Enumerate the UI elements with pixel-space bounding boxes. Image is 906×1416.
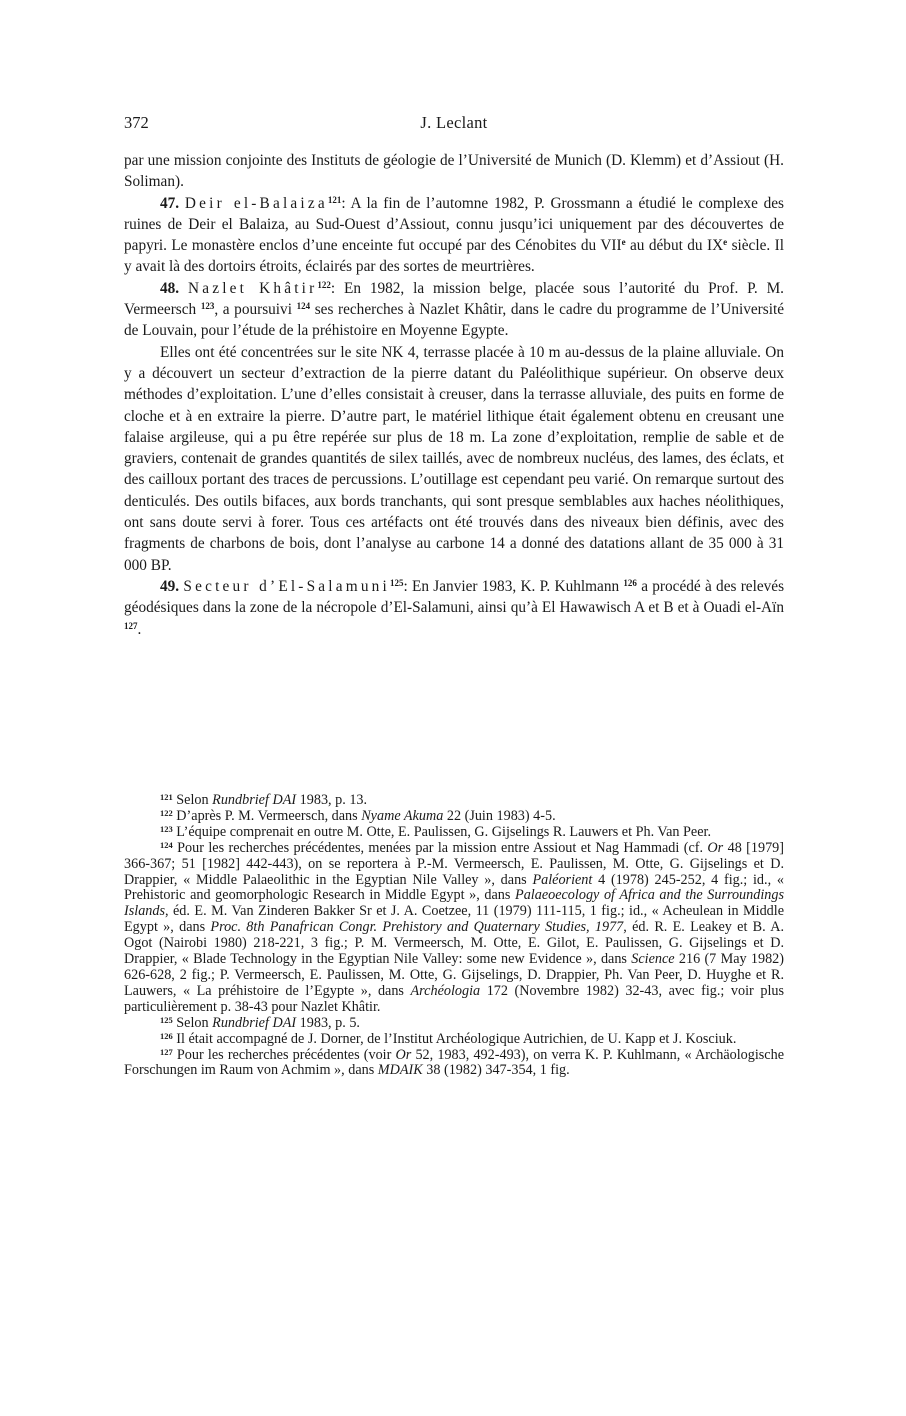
section-49: 49. Secteur d’El-Salamuni$^{125}$: En Janvier 1983, K. P. Kuhlmann $^{126}$ a procédé à des relevés géodésiques dans la zone de la nécropole d’El-Salamuni, ainsi qu’à El Hawawisch A et B et à Ouadi el-Aïn $^{127}$. [124, 577, 785, 638]
paragraph-nk4: Elles ont été concentrées sur le site NK 4, terrasse placée à 10 m au-dessus de la plaine alluviale. On y a découvert un secteur d’extraction de la pierre datant du Paléolithique supérieur. On observe deux méthodes d’exploitation. L’une d’elles consistait à creuser, dans la terrasse alluviale, des puits en forme de cloche et à en extraire la pierre. D’autre part, le matériel lithique était également obtenu en creusant une falaise argileuse, qui a pu être repérée sur plus de 18 m. La zone d’exploitation, remplie de sable et de graviers, contenait de grandes quantités de silex taillés, avec de nombreux nucléus, des lames, des éclats, et des cailloux portant des traces de percussions. L’outillage est cependant peu varié. On remarque surtout des denticulés. Des outils bifaces, aux bords tranchants, qui sont presque semblables aux haches néolithiques, ont sans doute servi à forer. Tous ces artéfacts ont été trouvés dans des niveaux bien définis, avec des fragments de charbons de bois, dont l’analyse au carbone 14 a donné des datations allant de 35 000 à 31 000 BP. [124, 343, 784, 574]
footnote-ref: 127 [124, 620, 138, 631]
section-number: 49. [160, 577, 180, 595]
section-number: 48. [160, 279, 180, 297]
section-place: Secteur d’El-Salamuni [183, 577, 390, 595]
footnote-ref: 126 [623, 577, 637, 588]
page-header [124, 113, 784, 139]
page-number: 372 [124, 113, 149, 132]
section-47: 47. Deir el-Balaiza$^{121}$: A la fin de l’automne 1982, P. Grossmann a étudié le complexe des ruines de Deir el Balaiza, au Sud-Ouest d’Assiout, connu jusqu’ici uniquement par des découvertes de papyri. Le monastère enclos d’une enceinte fut occupé par des Cénobites du VIIe au début du IXe siècle. Il y avait là des dortoirs étroits, éclairés par des sortes de meurtrières. [124, 194, 785, 276]
footnote-ref: 123 [200, 301, 215, 312]
footnote-ref: 124 [296, 301, 311, 312]
running-head: J. Leclant [420, 113, 488, 132]
section-place: Nazlet Khâtir [187, 279, 318, 297]
footnote-124: $^{124}$ Pour les recherches précédentes, menées par la mission entre Assiout et Nag Hammadi (cf. Or 48 [1979] 366-367; 51 [1982] 442-443), on se reportera à P.-M. Vermeersch, E. Paulissen, M. Otte, G. Gijselings et D. Drappier, « Middle Palaeolithic in the Egyptian Nile Valley », dans Paléorient 4 (1978) 245-252, 4 fig.; id., « Prehistoric and geomorphologic Research in Middle Egypt », dans Palaeoecology of Africa and the Surroundings Islands, éd. E. M. Van Zinderen Bakker Sr et J. A. Coetzee, 11 (1979) 111-115, 1 fig.; id., « Acheulean in Middle Egypt », dans Proc. 8th Panafrican Congr. Prehistory and Quaternary Studies, 1977, éd. R. E. Leakey et B. A. Ogot (Nairobi 1980) 218-221, 3 fig.; P. M. Vermeersch, M. Otte, E. Gilot, E. Paulissen, G. Gijselings et D. Drappier, « Blade Technology in the Egyptian Nile Valley: some new Evidence », dans Science 216 (7 May 1982) 626-628, 2 fig.; P. Vermeersch, E. Paulissen, M. Otte, G. Gijselings, D. Drappier, Ph. Van Peer, D. Huyghe et R. Lauwers, « La préhistoire de l’Egypte », dans Archéologia 172 (Novembre 1982) 32-43, avec fig.; voir plus particulièrement p. 38-43 pour Nazlet Khâtir. [124, 839, 784, 1015]
footnotes [124, 793, 784, 1079]
main-text [124, 150, 784, 640]
footnote-ref: 125 [390, 577, 404, 588]
section-48: 48. Nazlet Khâtir$^{122}$: En 1982, la mission belge, placée sous l’autorité du Prof. P. M. Vermeersch $^{123}$, a poursuivi $^{124}$ ses recherches à Nazlet Khâtir, dans le cadre du programme de l’Université de Louvain, pour l’étude de la préhistoire en Moyenne Egypte. [124, 279, 785, 340]
section-number: 47. [160, 194, 180, 212]
footnote-ref: 121 [327, 194, 342, 205]
paragraph-continuation: par une mission conjointe des Instituts de géologie de l’Université de Munich (D. Klemm) et d’Assiout (H. Soliman). [124, 152, 784, 191]
footnote-125: $^{125}$ Selon Rundbrief DAI 1983, p. 5. [160, 1014, 360, 1031]
footnote-121: $^{121}$ Selon Rundbrief DAI 1983, p. 13. [160, 792, 368, 808]
footnote-127: $^{127}$ Pour les recherches précédentes (voir Or 52, 1983, 492-493), on verra K. P. Kuhlmann, « Archäologische Forschungen im Raum von Achmim », dans MDAIK 38 (1982) 347-354, 1 fig. [124, 1046, 784, 1079]
footnote-123: $^{123}$ L’équipe comprenait en outre M. Otte, E. Paulissen, G. Gijselings R. Lauwers et Ph. Van Peer. [160, 823, 711, 840]
footnote-122: $^{122}$ D’après P. M. Vermeersch, dans Nyame Akuma 22 (Juin 1983) 4-5. [160, 807, 556, 824]
footnote-ref: 122 [317, 279, 331, 290]
section-place: Deir el-Balaiza [184, 194, 328, 212]
footnote-126: $^{126}$ Il était accompagné de J. Dorner, de l’Institut Archéologique Autrichien, de U. Kapp et J. Kosciuk. [160, 1030, 737, 1047]
